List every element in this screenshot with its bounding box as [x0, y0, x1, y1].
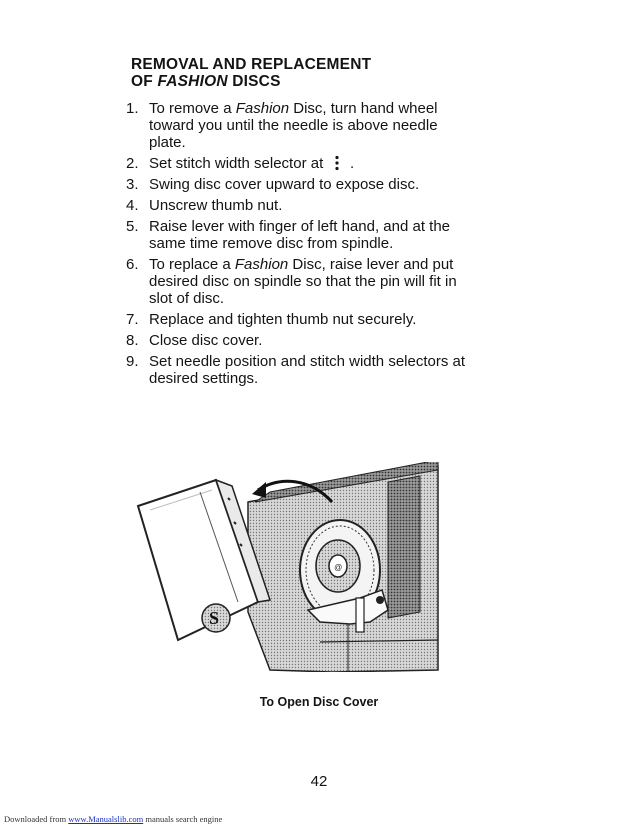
- download-footer: Downloaded from www.Manualslib.com manuals search engine: [4, 814, 223, 824]
- straight-stitch-dots-icon: [332, 155, 342, 171]
- step-6: 6. To replace a Fashion Disc, raise lever and put desired disc on spindle so that the pin will fit in slot of disc.: [126, 256, 457, 307]
- sewing-machine-disc-cover-illustration: [120, 462, 440, 672]
- step-8: 8. Close disc cover.: [126, 332, 263, 349]
- title-line-1: REMOVAL AND REPLACEMENT: [131, 56, 372, 73]
- title-line-2: OF FASHION DISCS: [131, 73, 281, 90]
- step-1: 1. To remove a Fashion Disc, turn hand wheel toward you until the needle is above needle plate.: [126, 100, 438, 151]
- page-number: 42: [310, 773, 328, 790]
- figure-caption: To Open Disc Cover: [259, 695, 379, 709]
- machine-right-panel: [388, 476, 420, 618]
- manualslib-link[interactable]: www.Manualslib.com: [68, 814, 144, 824]
- step-7: 7. Replace and tighten thumb nut securely.: [126, 311, 417, 328]
- cover-logo: S: [209, 608, 220, 628]
- step-4: 4. Unscrew thumb nut.: [126, 197, 283, 214]
- step-2: 2. Set stitch width selector at .: [126, 155, 355, 172]
- step-9: 9. Set needle position and stitch width selectors at desired settings.: [126, 353, 466, 387]
- svg-text:@: @: [334, 563, 343, 572]
- step-5: 5. Raise lever with finger of left hand, and at the same time remove disc from spindle.: [126, 218, 451, 252]
- instruction-list: [126, 100, 474, 391]
- step-3: 3. Swing disc cover upward to expose disc.: [126, 176, 420, 193]
- page-title: [131, 56, 491, 90]
